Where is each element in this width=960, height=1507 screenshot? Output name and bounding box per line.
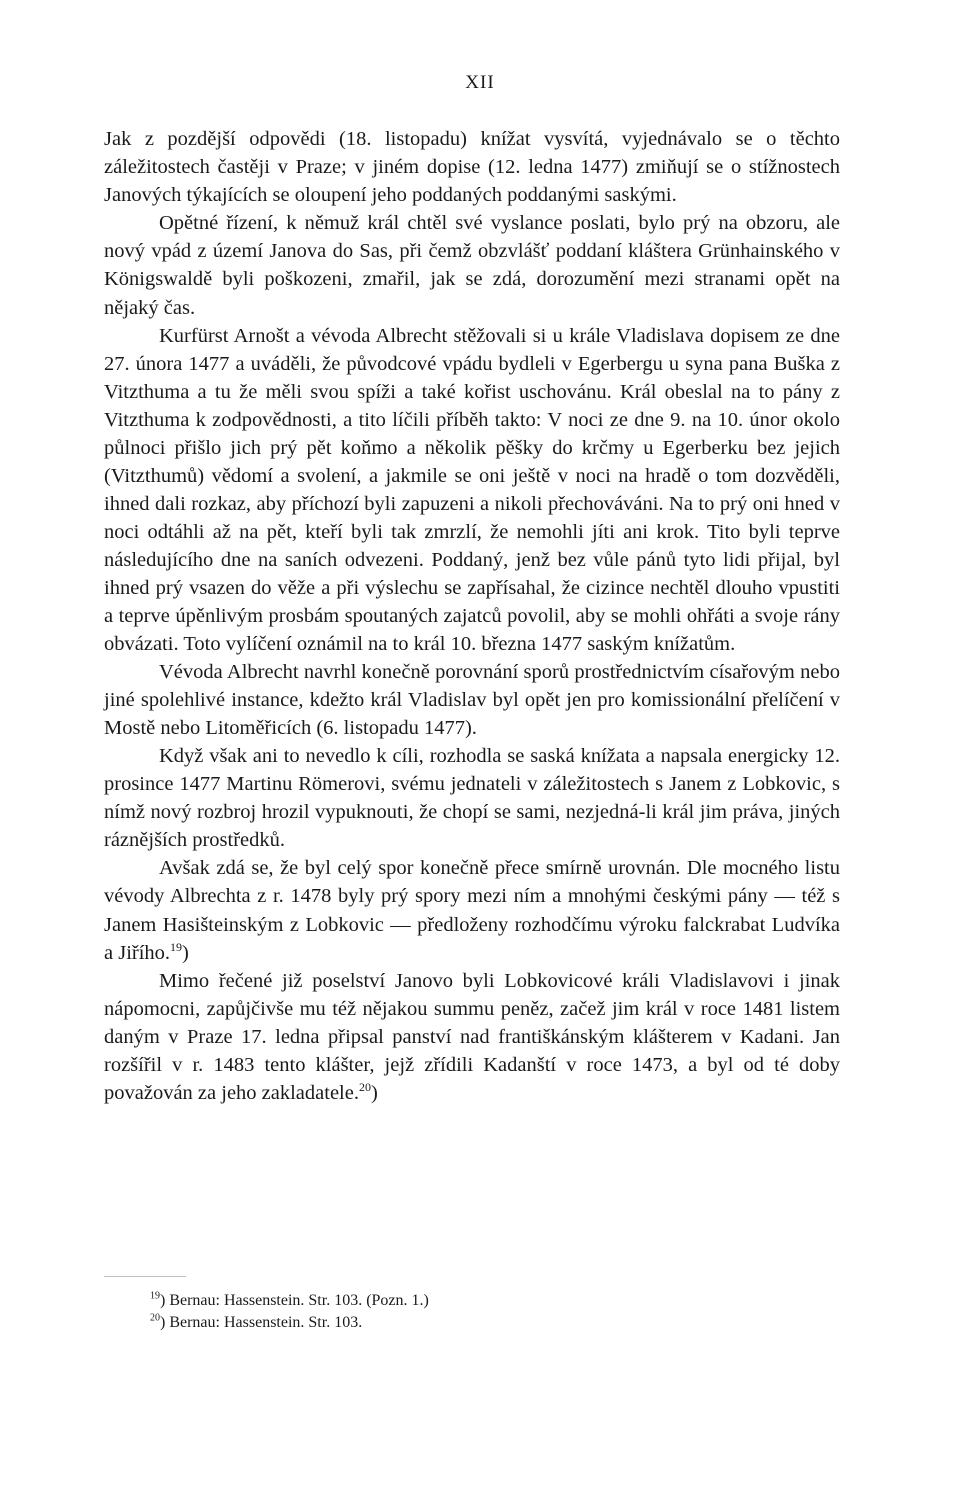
footnote-reference: 19 <box>170 939 183 954</box>
paragraph: Opětné řízení, k němuž král chtěl své vyslance poslati, bylo prý na obzoru, ale nový vpád z území Janova do Sas, při čemž obzvlášť poddaní kláštera Grünhainského v Königswaldě byli poškozeni, zmařil, jak se zdá, dorozumění mezi stranami opět na nějaký čas. <box>104 212 840 319</box>
paragraph <box>104 967 840 1107</box>
paragraph: Vévoda Albrecht navrhl konečně porovnání sporů prostřednictvím císařovým nebo jiné spolehlivé instance, kdežto král Vladislav byl opět jen pro komissionální přelíčení v Mostě nebo Litoměřicích (6. listopadu 1477). <box>104 660 840 739</box>
footnote <box>150 1312 840 1334</box>
footnote-reference-paren: ) <box>370 1082 378 1105</box>
paragraph: Když však ani to nevedlo k cíli, rozhodla se saská knížata a napsala energicky 12. prosince 1477 Martinu Römerovi, svému jednateli v záležitostech s Janem z Lobkovic, s nímž nový rozbroj hrozil vypuknouti, že chopí se sami, nezjedná-li král jim práva, jiných ráznějších prostředků. <box>104 744 840 852</box>
footnote-mark: 20 <box>150 1312 160 1324</box>
footnote <box>150 1290 840 1312</box>
footnote-reference: 20 <box>358 1080 371 1095</box>
paragraph: Kurfürst Arnošt a vévoda Albrecht stěžovali si u krále Vladislava dopisem ze dne 27. února 1477 a uváděli, že původcové vpádu bydleli v Egerbergu u syna pana Buška z Vitzthuma a tu že měli svou spíži a také kořist uschovánu. Král obeslal na to pány z Vitzthuma k zodpovědnosti, a tito líčili příběh takto: V noci ze dne 9. na 10. únor okolo půlnoci přišlo jich prý pět koňmo a několik pěšky do krčmy u Egerberku bez jejich (Vitzthumů) vědomí a svolení, a jakmile se oni ještě v noci na hradě o tom dozvěděli, ihned dali rozkaz, aby příchozí byli zapuzeni a nikoli přechováváni. Na to prý oni hned v noci odtáhli až na pět, kteří byli tak zmrzlí, že nemohli jíti ani krok. Tito byli teprve následujícího dne na saních odvezeni. Poddaný, jenž bez vůle pánů tyto lidi přijal, byl ihned prý vsazen do věže a při výslechu se zapřísahal, že cizince nechtěl dlouho vpustiti a teprve úpěnlivým prosbám spoutaných zajatců povolil, aby se mohli ohřáti a svoje rány obvázati. Toto vylíčení oznámil na to král 10. března 1477 saským knížatům. <box>104 324 840 655</box>
body-text <box>104 125 840 1107</box>
footnote-mark: 19 <box>150 1290 160 1302</box>
footnote-text: ) Bernau: Hassenstein. Str. 103. <box>160 1314 363 1331</box>
paragraph <box>104 854 840 966</box>
page-number: XII <box>465 72 495 93</box>
footnote-text: ) Bernau: Hassenstein. Str. 103. (Pozn. 1.) <box>160 1292 429 1309</box>
footnotes <box>150 1290 840 1334</box>
paragraph: Jak z pozdější odpovědi (18. listopadu) knížat vysvítá, vyjednávalo se o těchto záležitostech častěji v Praze; v jiném dopise (12. ledna 1477) zmiňují se o stížnostech Janových týkajících se oloupení jeho poddaných poddanými saskými. <box>104 128 840 207</box>
paragraph-text: Mimo řečené již poselství Janovo byli Lobkovicové králi Vladislavovi i jinak nápomocni, zapůjčivše mu též nějakou summu peněz, začež jim král v roce 1481 listem daným v Praze 17. ledna připsal panství nad františkánským klášterem v Kadani. Jan rozšířil v r. 1483 tento klášter, jejž zřídili Kadanští v roce 1473, a byl od té doby považován za jeho zakladatele. <box>104 969 840 1105</box>
footnote-reference-paren: ) <box>182 941 189 964</box>
paragraph-text: Avšak zdá se, že byl celý spor konečně přece smírně urovnán. Dle mocného listu vévody Albrechta z r. 1478 byly prý spory mezi ním a mnohými českými pány — též s Janem Hasišteinským z Lobkovic — předloženy rozhodčímu výroku falckrabat Ludvíka a Jiřího. <box>104 857 840 964</box>
footnote-divider <box>104 1276 186 1277</box>
